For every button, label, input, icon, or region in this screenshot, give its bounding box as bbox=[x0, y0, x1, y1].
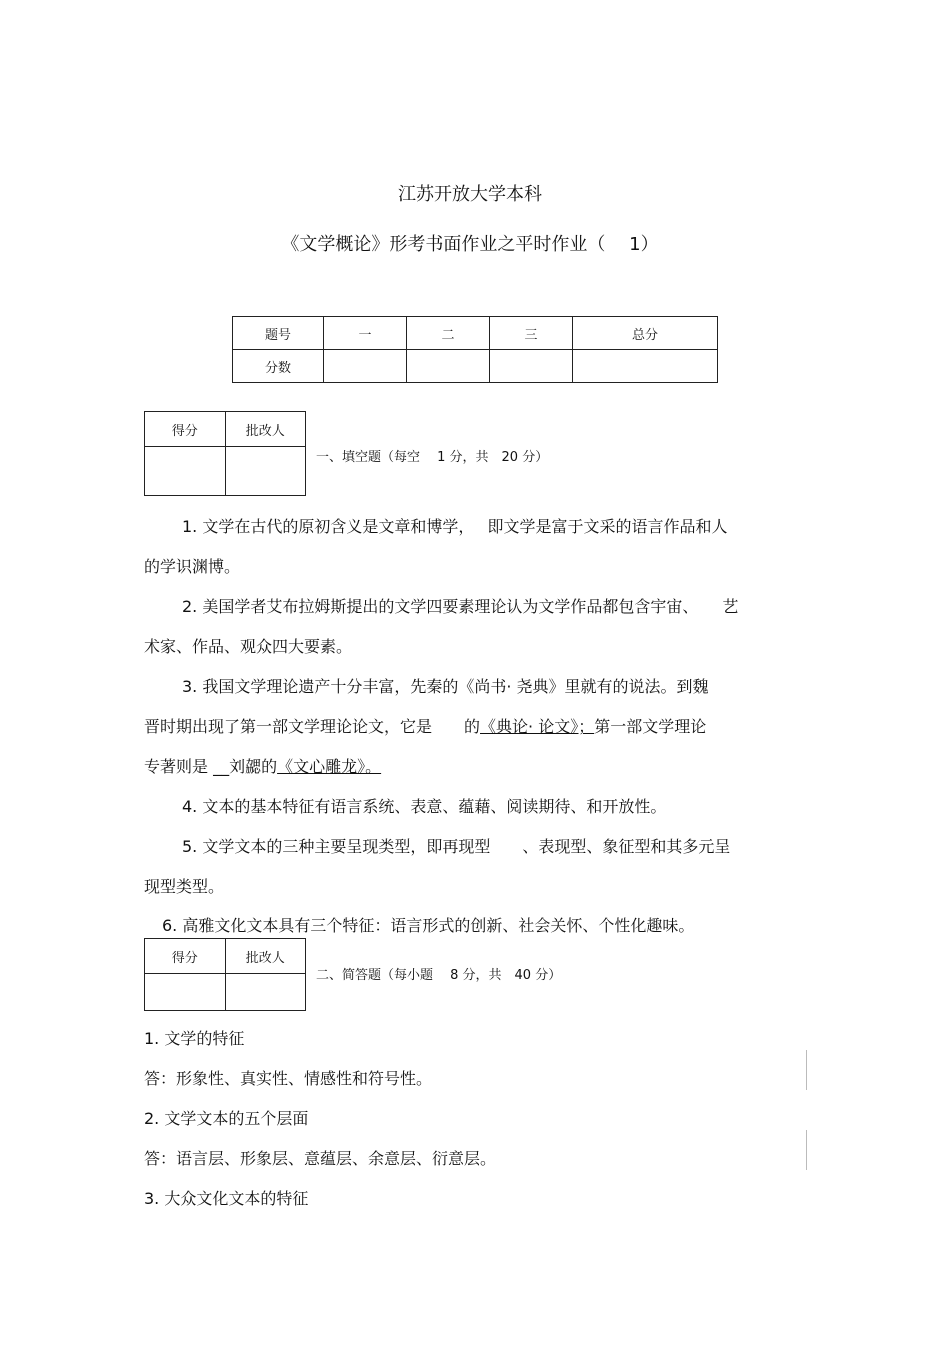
score-cell bbox=[573, 350, 718, 383]
answer-text: 《文心雕龙》。 bbox=[277, 757, 382, 776]
question-text: 的学识渊博。 bbox=[144, 557, 241, 576]
question-text: 4. 文本的基本特征有语言系统、表意、蕴藉、阅读期待、和开放性。 bbox=[182, 797, 667, 816]
question-text: 1. 文学的特征 bbox=[144, 1029, 245, 1048]
grader-cell bbox=[225, 447, 306, 496]
question-text: 3. 我国文学理论遗产十分丰富，先秦的《尚书· 尧典》里就有的说法。到魏 bbox=[182, 677, 709, 696]
margin-line bbox=[806, 1050, 807, 1090]
question-text: 术家、作品、观众四大要素。 bbox=[144, 637, 353, 656]
score-cell bbox=[490, 350, 573, 383]
section-title: 一、填空题（每空 1 分，共 20 分） bbox=[316, 450, 549, 465]
question-text: 2. 美国学者艾布拉姆斯提出的文学四要素理论认为文学作品都包含宇宙、 艺 bbox=[182, 597, 739, 616]
grader-cell bbox=[225, 974, 306, 1011]
score-cell bbox=[407, 350, 490, 383]
score-table bbox=[232, 316, 718, 383]
score-cell bbox=[324, 350, 407, 383]
grader-label: 批改人 bbox=[225, 412, 306, 447]
question-text: 现型类型。 bbox=[144, 877, 225, 896]
question-text: 2. 文学文本的五个层面 bbox=[144, 1109, 309, 1128]
header-cell: 三 bbox=[490, 317, 573, 350]
grade-box bbox=[144, 411, 306, 496]
document-title: 江苏开放大学本科 bbox=[398, 184, 542, 205]
section-title: 二、简答题（每小题 8 分，共 40 分） bbox=[316, 968, 562, 983]
question-text: 1. 文学在古代的原初含义是文章和博学， 即文学是富于文采的语言作品和人 bbox=[182, 517, 728, 536]
grade-cell bbox=[145, 974, 226, 1011]
document-subtitle: 《文学概论》形考书面作业之平时作业（ 1） bbox=[281, 234, 659, 255]
question-line bbox=[144, 754, 381, 777]
margin-line bbox=[806, 1130, 807, 1170]
grade-label: 得分 bbox=[145, 412, 226, 447]
score-table-header-row bbox=[233, 317, 718, 350]
grader-label: 批改人 bbox=[225, 939, 306, 974]
question-text: 第一部文学理论 bbox=[594, 717, 707, 736]
answer-text: 答：形象性、真实性、情感性和符号性。 bbox=[144, 1069, 433, 1088]
header-cell: 一 bbox=[324, 317, 407, 350]
header-cell: 二 bbox=[407, 317, 490, 350]
question-text: 专著则是 __刘勰的 bbox=[144, 757, 278, 776]
question-text: 晋时期出现了第一部文学理论论文，它是 的 bbox=[144, 717, 481, 736]
question-line bbox=[144, 714, 706, 737]
grade-cell bbox=[145, 447, 226, 496]
header-cell: 总分 bbox=[573, 317, 718, 350]
row-label: 分数 bbox=[233, 350, 324, 383]
header-cell: 题号 bbox=[233, 317, 324, 350]
answer-text: 《典论· 论文》； bbox=[480, 717, 595, 736]
question-text: 5. 文学文本的三种主要呈现类型，即再现型 、表现型、象征型和其多元呈 bbox=[182, 837, 731, 856]
answer-text: 答：语言层、形象层、意蕴层、余意层、衍意层。 bbox=[144, 1149, 497, 1168]
score-table-score-row bbox=[233, 350, 718, 383]
question-text: 3. 大众文化文本的特征 bbox=[144, 1189, 309, 1208]
question-text: 6. 高雅文化文本具有三个特征：语言形式的创新、社会关怀、个性化趣味。 bbox=[162, 916, 695, 935]
grade-label: 得分 bbox=[145, 939, 226, 974]
grade-box bbox=[144, 938, 306, 1011]
